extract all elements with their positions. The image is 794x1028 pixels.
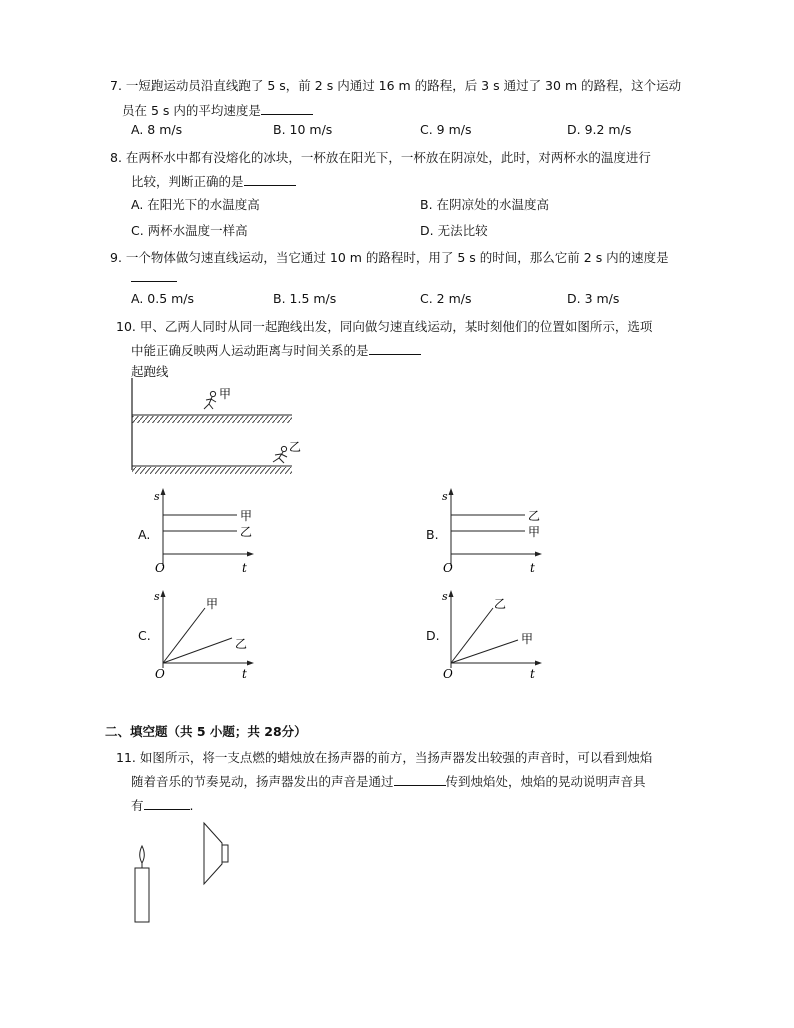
lower-label: 乙 xyxy=(240,525,253,539)
q10-option-b-label[interactable]: B. xyxy=(426,527,439,542)
q11-line2b-text: 传到烛焰处，烛焰的晃动说明声音具 xyxy=(445,774,646,789)
q7-line2 xyxy=(122,101,313,119)
line-steep xyxy=(451,608,493,663)
steep-label: 乙 xyxy=(494,597,507,611)
q8-line2-text: 比较，判断正确的是 xyxy=(131,174,244,189)
q7-line2-text: 员在 5 s 内的平均速度是 xyxy=(122,103,261,118)
q11-line3 xyxy=(131,796,194,814)
q11-answer-blank-2[interactable] xyxy=(144,796,190,810)
runner-a-label: 甲 xyxy=(219,387,232,401)
q8-option-a[interactable]: A. 在阳光下的水温度高 xyxy=(131,197,260,212)
line-shallow xyxy=(163,638,232,663)
q10-line1: 10. 甲、乙两人同时从同一起跑线出发，同向做匀速直线运动，某时刻他们的位置如图所示，选项 xyxy=(116,319,653,334)
candle-speaker-figure xyxy=(130,818,240,928)
axis-s-label: s xyxy=(154,590,160,603)
q7-answer-blank[interactable] xyxy=(261,101,313,115)
track-divider-hatch xyxy=(132,416,292,423)
shallow-label: 乙 xyxy=(235,637,248,651)
q10-option-d-label[interactable]: D. xyxy=(426,628,440,643)
q9-option-d[interactable]: D. 3 m/s xyxy=(567,291,620,306)
q8-option-b[interactable]: B. 在阴凉处的水温度高 xyxy=(420,197,550,212)
q11-line2 xyxy=(131,772,646,790)
speaker-icon xyxy=(204,823,228,884)
q8-option-c[interactable]: C. 两杯水温度一样高 xyxy=(131,223,248,238)
q8-option-d[interactable]: D. 无法比较 xyxy=(420,223,488,238)
runner-b-label: 乙 xyxy=(289,440,302,454)
lower-label: 甲 xyxy=(528,525,541,539)
origin-label: O xyxy=(155,667,165,680)
q9-option-c[interactable]: C. 2 m/s xyxy=(420,291,472,306)
origin-label: O xyxy=(155,561,165,575)
q9-option-b[interactable]: B. 1.5 m/s xyxy=(273,291,337,306)
section-2-heading: 二、填空题（共 5 小题；共 28分） xyxy=(105,724,307,739)
origin-label: O xyxy=(443,561,453,575)
q11-line3b-text: . xyxy=(189,798,194,813)
upper-label: 乙 xyxy=(528,509,541,523)
q10-line2-text: 中能正确反映两人运动距离与时间关系的是 xyxy=(131,343,369,358)
steep-label: 甲 xyxy=(206,597,219,611)
axis-t-label: t xyxy=(530,667,535,680)
q10-answer-blank[interactable] xyxy=(369,341,421,355)
origin-label: O xyxy=(443,667,453,680)
axis-s-label: s xyxy=(154,490,160,503)
axis-t-label: t xyxy=(242,561,247,575)
axis-s-label: s xyxy=(442,490,448,503)
q7-option-d[interactable]: D. 9.2 m/s xyxy=(567,122,632,137)
graph-c[interactable] xyxy=(150,588,260,680)
starting-line-label: 起跑线 xyxy=(131,364,169,379)
line-steep xyxy=(163,608,205,663)
q10-option-a-label[interactable]: A. xyxy=(138,527,151,542)
q9-line1-text: 9. 一个物体做匀速直线运动，当它通过 10 m 的路程时，用了 5 s 的时间，那么它前 2 s 内的速度是 xyxy=(110,250,669,265)
q8-answer-blank[interactable] xyxy=(244,172,296,186)
line-shallow xyxy=(451,640,518,663)
q7-option-a[interactable]: A. 8 m/s xyxy=(131,122,183,137)
q9-line1 xyxy=(110,248,669,266)
q11-line2a-text: 随着音乐的节奏晃动，扬声器发出的声音是通过 xyxy=(131,774,394,789)
q8-line1: 8. 在两杯水中都有没熔化的冰块，一杯放在阳光下，一杯放在阴凉处，此时，对两杯水的温度进行 xyxy=(110,150,651,165)
shallow-label: 甲 xyxy=(521,632,534,646)
q7-line1: 7. 一短跑运动员沿直线跑了 5 s，前 2 s 内通过 16 m 的路程，后 3 s 通过了 30 m 的路程，这个运动 xyxy=(110,78,682,93)
runner-icon xyxy=(273,446,287,463)
runner-icon xyxy=(204,391,216,409)
q7-option-c[interactable]: C. 9 m/s xyxy=(420,122,472,137)
candle-icon xyxy=(135,846,149,922)
axis-t-label: t xyxy=(242,667,247,680)
q9-option-a[interactable]: A. 0.5 m/s xyxy=(131,291,195,306)
q9-answer-blank[interactable] xyxy=(131,268,177,282)
upper-label: 甲 xyxy=(240,509,253,523)
q11-line3a-text: 有 xyxy=(131,798,144,813)
graph-a[interactable] xyxy=(150,486,260,578)
q11-line1: 11. 如图所示，将一支点燃的蜡烛放在扬声器的前方，当扬声器发出较强的声音时，可以看到烛焰 xyxy=(116,750,653,765)
track-figure xyxy=(120,378,310,480)
q7-option-b[interactable]: B. 10 m/s xyxy=(273,122,333,137)
axis-t-label: t xyxy=(530,561,535,575)
q11-answer-blank-1[interactable] xyxy=(394,772,446,786)
q10-option-c-label[interactable]: C. xyxy=(138,628,151,643)
q10-line2 xyxy=(131,341,421,359)
graph-b[interactable] xyxy=(438,486,548,578)
q8-line2 xyxy=(131,172,296,190)
axis-s-label: s xyxy=(442,590,448,603)
track-bottom-hatch xyxy=(132,467,292,474)
graph-d[interactable] xyxy=(438,588,548,680)
